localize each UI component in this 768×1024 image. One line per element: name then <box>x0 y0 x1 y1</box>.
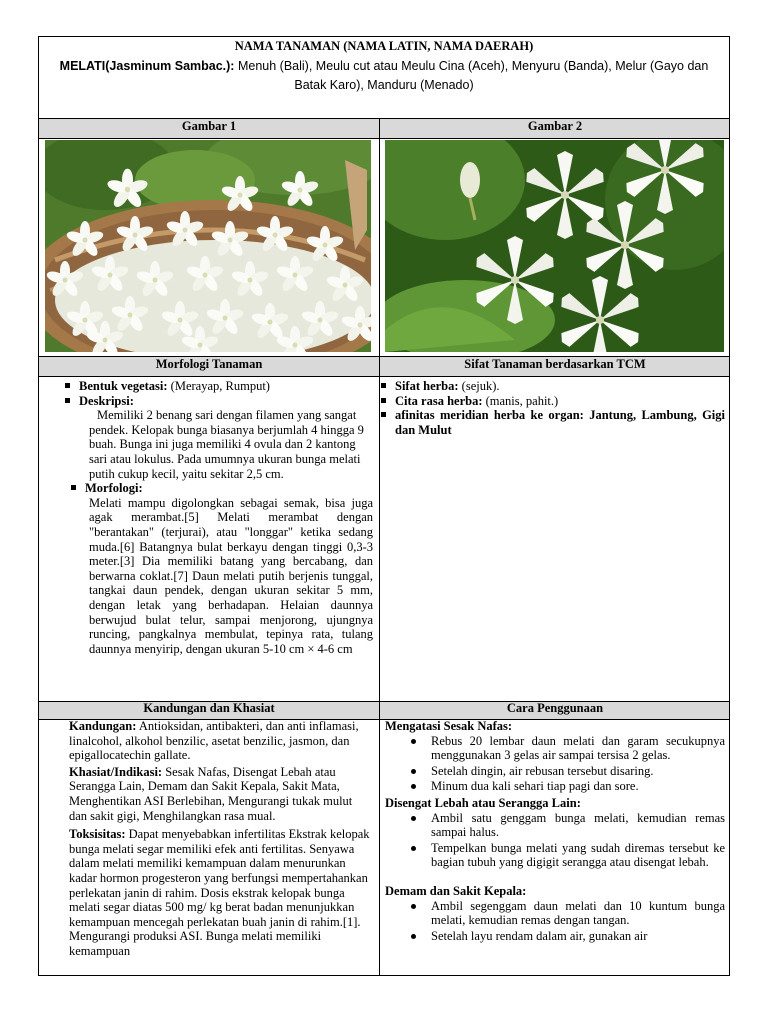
kandungan-cell <box>69 719 371 975</box>
cara-header: Cara Penggunaan <box>506 701 604 715</box>
list-item: Setelah dingin, air rebusan tersebut disaring. <box>385 764 725 779</box>
plant-names <box>53 57 715 95</box>
kandungan-header-row <box>39 702 729 719</box>
title-block <box>39 37 729 119</box>
list-item: Minum dua kali sehari tiap pagi dan sore. <box>385 779 725 794</box>
sec2-title: Disengat Lebah atau Serangga Lain: <box>385 795 581 810</box>
list-item: Rebus 20 lembar daun melati dan garam secukupnya menggunakan 3 gelas air sampai tersisa 2 gelas. <box>385 734 725 763</box>
jasmine-basket-photo <box>45 140 371 352</box>
morfologi-item: Morfologi: <box>69 481 373 496</box>
image-header-row <box>39 119 729 138</box>
bentuk-vegetasi: Bentuk vegetasi: (Merayap, Rumput) <box>63 379 373 394</box>
list-item: Tempelkan bunga melati yang sudah diremas tersebut ke bagian tubuh yang digigit serangga atau disengat lebah. <box>385 841 725 870</box>
kandungan-header: Kandungan dan Khasiat <box>143 701 275 715</box>
jasmine-basket-image <box>45 140 371 352</box>
sifat-header: Sifat Tanaman berdasarkan TCM <box>464 357 646 371</box>
sec3-list <box>385 899 725 944</box>
morfologi-header: Morfologi Tanaman <box>155 357 263 371</box>
kandungan-para: Kandungan: Antioksidan, antibakteri, dan anti inflamasi, linalcohol, alkohol benzilic, asetat benzilic, jasmon, dan epigallocatechin gallate. <box>69 719 359 763</box>
deskripsi-item: Deskripsi: <box>63 394 373 409</box>
morfologi-header-row <box>39 357 729 376</box>
sec2-list <box>385 811 725 870</box>
jasmine-closeup-image <box>385 140 724 352</box>
toksisitas-para: Toksisitas: Dapat menyebabkan infertilitas Ekstrak kelopak bunga melati segar memiliki efek anti fertilitas. Senyawa dalam melati memiliki kemampuan dalam menurunkan kadar hormon progesteron yang berfungsi mempertahankan perlekatan janin di rahim. Dosis ekstrak kelopak bunga melati segar diatas 500 mg/ kg berat badan menunjukkan kemampuan mencegah perlekatan buah janin di rahim.[1]. Mengurangi produksi ASI. Bunga melati memiliki kemampuan <box>69 827 370 958</box>
sec3-title: Demam dan Sakit Kepala: <box>385 883 527 898</box>
monograph-table <box>38 36 730 976</box>
morfologi-cell <box>63 379 373 701</box>
cara-cell <box>385 719 725 975</box>
regional-names: Menuh (Bali), Meulu cut atau Meulu Cina (Aceh), Menyuru (Banda), Melur (Gayo dan Batak Karo), Manduru (Menado) <box>237 59 709 92</box>
sec1-list <box>385 734 725 794</box>
plant-name: MELATI(Jasminum Sambac.): <box>59 59 235 73</box>
afinitas-meridian: afinitas meridian herba ke organ: Jantung, Lambung, Gigi dan Mulut <box>381 408 725 437</box>
list-item: Ambil segenggam daun melati dan 10 kuntum bunga melati, kemudian remas dengan tangan. <box>385 899 725 928</box>
morfologi-text: Melati mampu digolongkan sebagai semak, bisa juga agak merambat.[5] Melati merambat dengan "berantakan" (terjurai), atau "longgar" ketika sedang muda.[6] Batangnya bulat berkayu dengan tinggi 0,3-3 meter.[3] Dia memiliki batang yang bercabang, dan berwarna coklat.[7] Daun melati putih berjenis tunggal, tangkai daun pendek, dengan ukuran sekitar 5 mm, dengan letak yang berhadapan. Helaian daunnya berwujud bulat telur, sampai menjorong, ujungnya runcing, pangkalnya membulat, tepinya rata, tulang daunnya menyirip, dengan ukuran 5-10 cm × 4-6 cm <box>89 495 373 656</box>
sifat-herba: Sifat herba: (sejuk). <box>381 379 725 394</box>
cita-rasa: Cita rasa herba: (manis, pahit.) <box>381 394 725 409</box>
sifat-cell <box>381 379 725 437</box>
image1-header: Gambar 1 <box>181 119 237 133</box>
image2-header: Gambar 2 <box>527 119 583 133</box>
khasiat-para: Khasiat/Indikasi: Sesak Nafas, Disengat Lebah atau Serangga Lain, Demam dan Sakit Kepala, Sakit Mata, Menghentikan ASI Berlebihan, Mengurangi tukak mulut dan sakit gigi, Menghilangkan rasa mual. <box>69 764 353 823</box>
jasmine-closeup-photo <box>385 140 724 352</box>
document-title: NAMA TANAMAN (NAMA LATIN, NAMA DAERAH) <box>234 39 534 53</box>
list-item: Setelah layu rendam dalam air, gunakan air <box>385 929 725 944</box>
deskripsi-text: Memiliki 2 benang sari dengan filamen yang sangat pendek. Kelopak bunga biasanya berjumlah 4 hingga 9 buah. Bunga ini juga memiliki 4 ovula dan 2 kantong sari atau lokulus. Pada umumnya ukuran bunga melati putih cukup kecil, yaitu sekitar 2,5 cm. <box>89 408 364 481</box>
sec1-title: Mengatasi Sesak Nafas: <box>385 719 513 733</box>
list-item: Ambil satu genggam bunga melati, kemudian remas sampai halus. <box>385 811 725 840</box>
